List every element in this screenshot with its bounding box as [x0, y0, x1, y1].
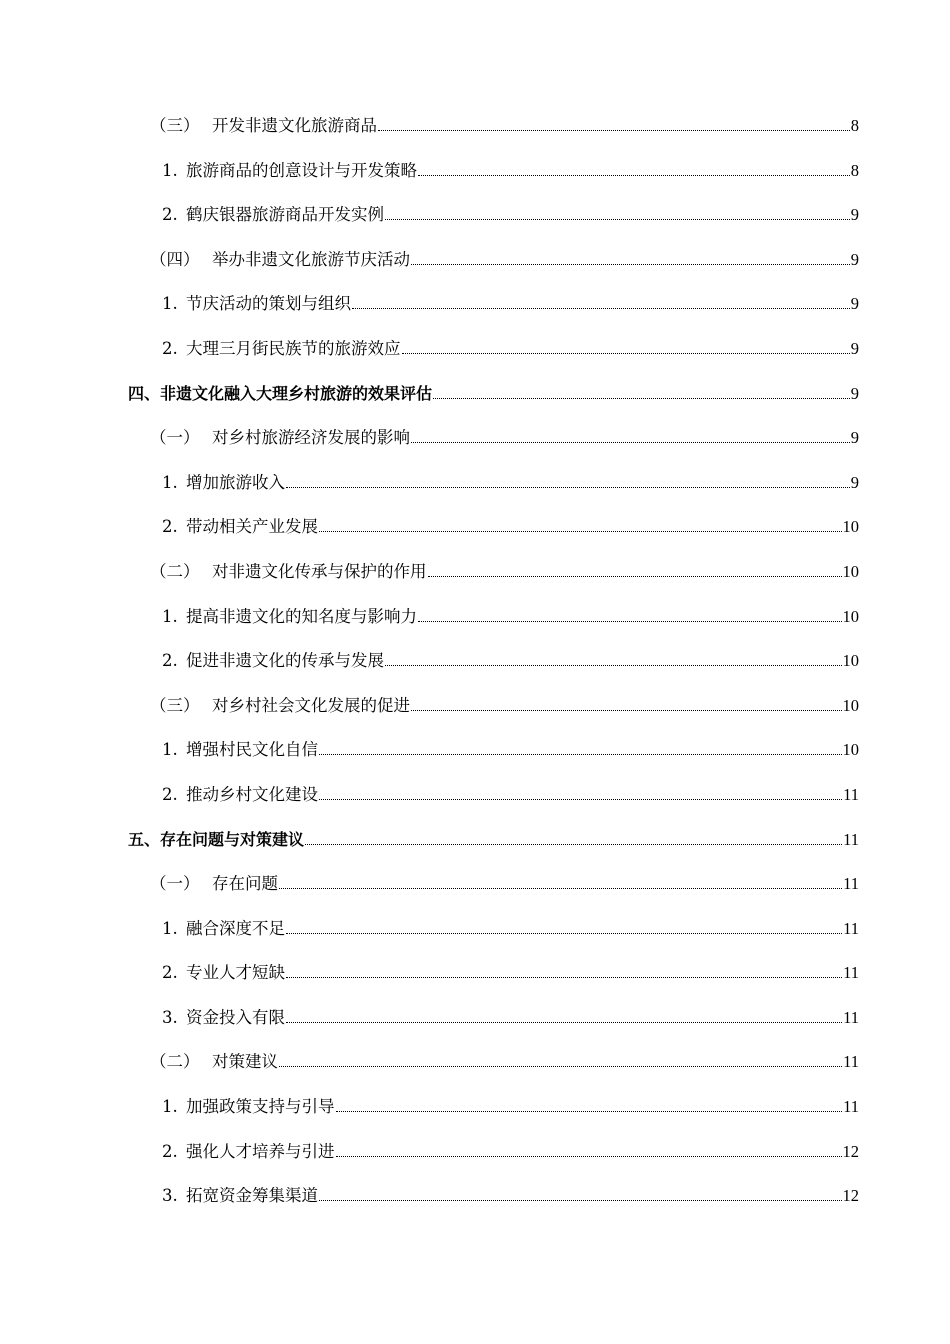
toc-entry-title: 节庆活动的策划与组织: [186, 294, 351, 314]
dot-leader: [402, 327, 850, 354]
toc-entry-number: （四）: [150, 249, 200, 269]
toc-entry-title: 强化人才培养与引进: [186, 1141, 335, 1161]
toc-entry-number: 2.: [162, 963, 178, 983]
toc-entry-page: 9: [850, 383, 859, 403]
dot-leader: [319, 773, 842, 800]
toc-entry-title: 融合深度不足: [186, 918, 285, 938]
dot-leader: [411, 238, 850, 265]
toc-entry-number: 2.: [162, 784, 178, 804]
toc-entry-number: 2.: [162, 651, 178, 671]
dot-leader: [418, 595, 842, 622]
toc-entry[interactable]: [0, 505, 950, 550]
toc-entry-number: 1.: [162, 740, 178, 760]
toc-entry[interactable]: [0, 862, 950, 907]
dot-leader: [411, 416, 850, 443]
toc-entry-number: 3.: [162, 1007, 178, 1027]
toc-entry-page: 10: [842, 517, 859, 537]
toc-entry[interactable]: [0, 951, 950, 996]
toc-entry-title: 拓宽资金筹集渠道: [186, 1186, 318, 1206]
toc-entry[interactable]: [0, 684, 950, 729]
toc-entry[interactable]: [0, 773, 950, 818]
dot-leader: [286, 996, 842, 1023]
dot-leader: [336, 1085, 843, 1112]
dot-leader: [385, 639, 842, 666]
toc-entry-page: 11: [843, 1007, 859, 1027]
toc-entry[interactable]: [0, 550, 950, 595]
table-of-contents: [0, 104, 950, 1219]
toc-entry-page: 8: [850, 160, 859, 180]
toc-entry-number: （一）: [150, 428, 200, 448]
toc-entry[interactable]: [0, 238, 950, 283]
dot-leader: [411, 684, 842, 711]
dot-leader: [286, 907, 842, 934]
toc-entry[interactable]: [0, 1130, 950, 1175]
toc-entry[interactable]: [0, 907, 950, 952]
dot-leader: [279, 1040, 842, 1067]
toc-entry[interactable]: [0, 282, 950, 327]
toc-entry-number: （一）: [150, 874, 200, 894]
toc-entry-title: 存在问题: [212, 874, 278, 894]
toc-entry-number: 3.: [162, 1186, 178, 1206]
toc-entry-title: 对乡村旅游经济发展的影响: [212, 428, 410, 448]
toc-entry-page: 9: [850, 205, 859, 225]
toc-entry-page: 11: [843, 963, 859, 983]
toc-entry[interactable]: [0, 639, 950, 684]
toc-entry-title: 增加旅游收入: [186, 472, 285, 492]
toc-entry-number: 1.: [162, 472, 178, 492]
dot-leader: [418, 149, 850, 176]
toc-entry-title: 提高非遗文化的知名度与影响力: [186, 606, 417, 626]
toc-entry-title: 旅游商品的创意设计与开发策略: [186, 160, 417, 180]
toc-entry[interactable]: [0, 327, 950, 372]
toc-entry-title: 对乡村社会文化发展的促进: [212, 695, 410, 715]
toc-entry-page: 12: [842, 1186, 859, 1206]
toc-entry[interactable]: [0, 416, 950, 461]
toc-entry-page: 10: [842, 561, 859, 581]
toc-entry-page: 11: [843, 1097, 859, 1117]
toc-entry[interactable]: [0, 1085, 950, 1130]
toc-entry-page: 9: [850, 249, 859, 269]
dot-leader: [433, 372, 850, 399]
toc-entry-number: 2.: [162, 1141, 178, 1161]
toc-entry-title: 大理三月街民族节的旅游效应: [186, 338, 401, 358]
dot-leader: [385, 193, 850, 220]
toc-entry-title: 推动乡村文化建设: [186, 784, 318, 804]
toc-chapter-entry[interactable]: [0, 372, 950, 417]
dot-leader: [305, 818, 842, 845]
toc-entry-number: 1.: [162, 606, 178, 626]
dot-leader: [378, 104, 850, 131]
toc-entry[interactable]: [0, 149, 950, 194]
dot-leader: [319, 505, 842, 532]
toc-entry-number: 1.: [162, 160, 178, 180]
toc-entry-page: 9: [850, 428, 859, 448]
toc-entry-page: 8: [850, 116, 859, 135]
toc-entry[interactable]: [0, 728, 950, 773]
toc-entry-number: 2.: [162, 517, 178, 537]
toc-entry-title: 资金投入有限: [186, 1007, 285, 1027]
toc-entry-number: 2.: [162, 205, 178, 225]
dot-leader: [279, 862, 842, 889]
dot-leader: [336, 1130, 842, 1157]
toc-entry-page: 9: [850, 294, 859, 314]
toc-entry-page: 10: [842, 695, 859, 715]
toc-entry-number: （二）: [150, 561, 200, 581]
toc-entry-page: 11: [843, 1052, 859, 1072]
toc-entry-title: 举办非遗文化旅游节庆活动: [212, 249, 410, 269]
toc-entry-title: 增强村民文化自信: [186, 740, 318, 760]
toc-entry-number: 1.: [162, 294, 178, 314]
toc-entry-number: （二）: [150, 1052, 200, 1072]
dot-leader: [319, 728, 842, 755]
toc-entry[interactable]: [0, 193, 950, 238]
toc-entry-title: 对非遗文化传承与保护的作用: [212, 561, 427, 581]
toc-entry-page: 9: [850, 338, 859, 358]
toc-entry-page: 11: [843, 829, 859, 849]
toc-entry-page: 9: [850, 472, 859, 492]
toc-entry-title: 带动相关产业发展: [186, 517, 318, 537]
toc-entry-title: 对策建议: [212, 1052, 278, 1072]
toc-entry-number: 1.: [162, 1097, 178, 1117]
toc-entry-title: 鹤庆银器旅游商品开发实例: [186, 205, 384, 225]
dot-leader: [286, 951, 842, 978]
toc-entry-page: 11: [843, 874, 859, 894]
toc-entry-title: 五、存在问题与对策建议: [128, 829, 305, 849]
toc-entry-page: 10: [842, 740, 859, 760]
toc-entry[interactable]: [0, 595, 950, 640]
toc-entry-title: 促进非遗文化的传承与发展: [186, 651, 384, 671]
dot-leader: [286, 461, 850, 488]
toc-entry-number: 2.: [162, 338, 178, 358]
toc-entry-number: （三）: [150, 116, 200, 135]
toc-entry-page: 12: [842, 1141, 859, 1161]
toc-entry-title: 开发非遗文化旅游商品: [212, 116, 377, 135]
toc-entry-page: 11: [843, 784, 859, 804]
toc-entry-title: 专业人才短缺: [186, 963, 285, 983]
toc-entry-number: （三）: [150, 695, 200, 715]
toc-entry[interactable]: [0, 104, 950, 149]
toc-chapter-entry[interactable]: [0, 818, 950, 863]
toc-entry-page: 10: [842, 651, 859, 671]
toc-entry-title: 加强政策支持与引导: [186, 1097, 335, 1117]
toc-entry-page: 10: [842, 606, 859, 626]
toc-entry-title: 四、非遗文化融入大理乡村旅游的效果评估: [128, 383, 433, 403]
toc-entry[interactable]: [0, 996, 950, 1041]
toc-entry-page: 11: [843, 918, 859, 938]
toc-entry[interactable]: [0, 1040, 950, 1085]
toc-entry[interactable]: [0, 1174, 950, 1219]
toc-entry-number: 1.: [162, 918, 178, 938]
dot-leader: [319, 1174, 842, 1201]
dot-leader: [352, 282, 850, 309]
toc-entry[interactable]: [0, 461, 950, 506]
dot-leader: [428, 550, 842, 577]
